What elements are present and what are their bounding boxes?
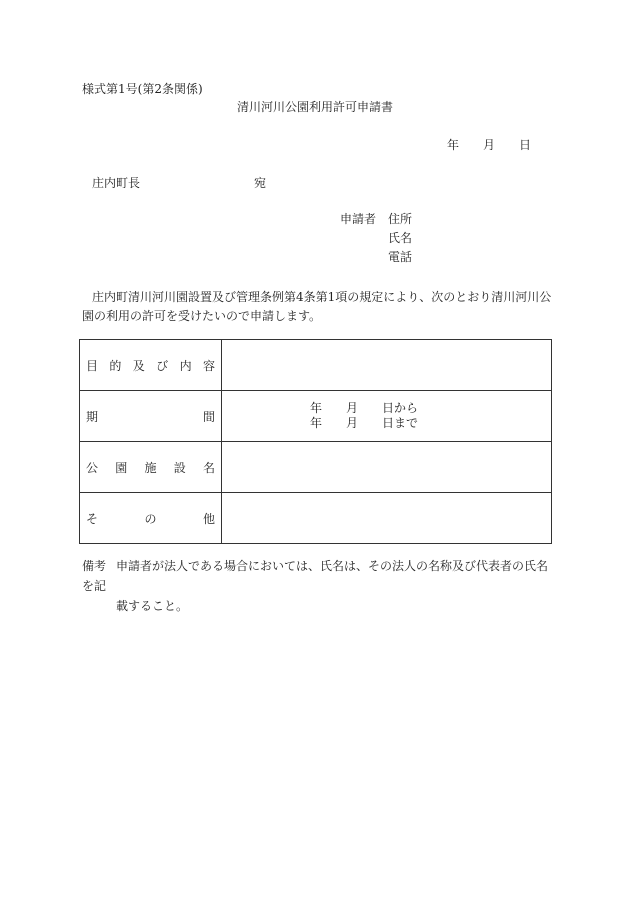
period-start-month: 月: [346, 401, 359, 415]
period-end-month: 月: [346, 416, 359, 430]
date-day-label: 日: [519, 138, 532, 152]
applicant-block: [340, 212, 412, 269]
date-line: [447, 138, 531, 152]
facility-label: 公 園 施 設 名: [80, 442, 222, 493]
applicant-address-label: 住所: [388, 212, 413, 226]
other-field[interactable]: [222, 493, 552, 544]
period-start-year: 年: [310, 401, 323, 415]
application-table: [79, 339, 552, 544]
period-field[interactable]: [222, 391, 552, 442]
table-row: [80, 391, 552, 442]
period-end-year: 年: [310, 416, 323, 430]
facility-field[interactable]: [222, 442, 552, 493]
date-year-label: 年: [447, 138, 460, 152]
other-label: そ の 他: [80, 493, 222, 544]
period-start-end: 日から: [382, 401, 419, 415]
remarks-line-1: 申請者が法人である場合においては、氏名は、その法人の名称及び代表者の氏名を記: [82, 559, 549, 593]
remarks-heading: 備考: [82, 559, 107, 573]
table-row: [80, 442, 552, 493]
document-title: 清川河川公園利用許可申請書: [236, 100, 393, 114]
date-month-label: 月: [483, 138, 496, 152]
purpose-label: 目 的 及 び 内 容: [80, 340, 222, 391]
addressee-suffix: 宛: [254, 176, 267, 190]
applicant-name-label: 氏名: [388, 231, 413, 245]
applicant-phone-label: 電話: [388, 250, 413, 264]
form-number-label: 様式第1号(第2条関係): [82, 82, 203, 96]
applicant-role: 申請者: [340, 212, 377, 226]
purpose-field[interactable]: [222, 340, 552, 391]
period-end-end: 日まで: [382, 416, 419, 430]
table-row: [80, 493, 552, 544]
remarks: [82, 556, 554, 616]
addressee: [92, 176, 267, 190]
period-label: 期 間: [80, 391, 222, 442]
application-statement: 庄内町清川河川園設置及び管理条例第4条第1項の規定により、次のとおり清川河川公園の利用の許可を受けたいので申請します。: [82, 290, 552, 323]
table-row: [80, 340, 552, 391]
addressee-name: 庄内町長: [92, 176, 141, 190]
remarks-line-2: 載すること。: [116, 599, 189, 613]
